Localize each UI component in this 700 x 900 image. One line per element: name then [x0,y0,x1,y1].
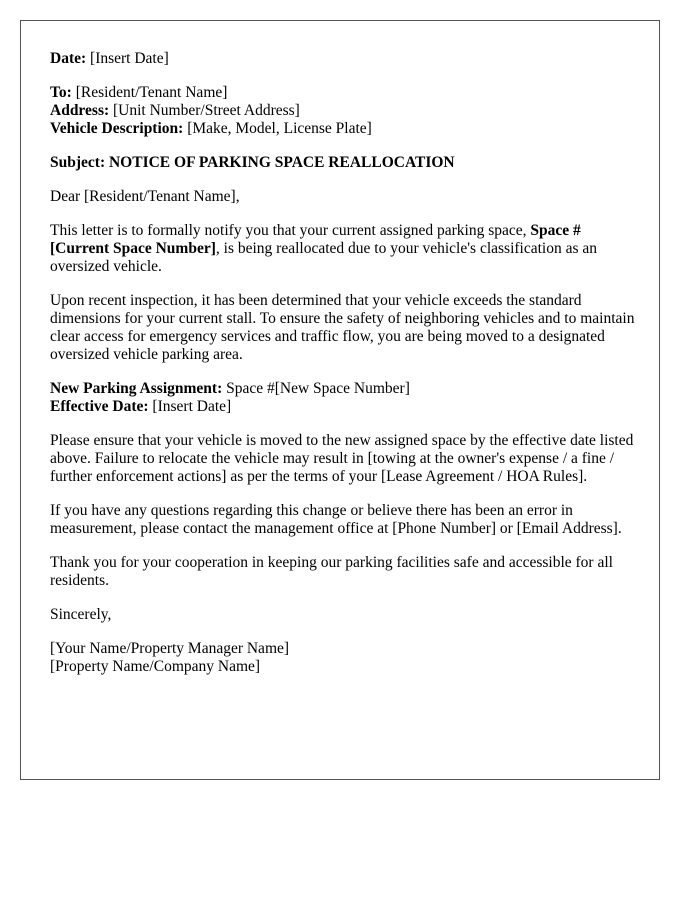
signature-block [50,640,640,676]
paragraph-notification-start: This letter is to formally notify you that your current assigned parking space, [50,222,531,239]
subject-block [50,154,640,172]
closing: Sincerely, [50,606,112,623]
effective-date-value: [Insert Date] [152,398,232,415]
signature-company: [Property Name/Company Name] [50,658,261,675]
to-label: To: [50,84,72,101]
date-block [50,50,640,68]
recipient-block [50,84,640,138]
paragraph-questions: If you have any questions regarding this change or believe there has been an error in measurement, please contact the management office at [Phone Number] or [Email Address]. [50,502,622,537]
salutation: Dear [Resident/Tenant Name], [50,188,240,205]
vehicle-line [50,120,640,138]
to-line [50,84,640,102]
paragraph-notification-end: , is being reallocated due to your vehicle's classification as an oversized vehicle. [50,240,598,275]
effective-date-line [50,398,640,416]
date-value: [Insert Date] [90,50,169,67]
new-assignment-label: New Parking Assignment: [50,380,223,397]
signature-name: [Your Name/Property Manager Name] [50,640,290,657]
paragraph-thanks: Thank you for your cooperation in keeping our parking facilities safe and accessible for all residents. [50,554,613,589]
vehicle-value: [Make, Model, License Plate] [187,120,372,137]
paragraph-inspection: Upon recent inspection, it has been determined that your vehicle exceeds the standard dimensions for your current stall. To ensure the safety of neighboring vehicles and to maintain clear access for emergency services and traffic flow, you are being moved to a designated oversized vehicle parking area. [50,292,635,363]
address-value: [Unit Number/Street Address] [113,102,300,119]
paragraph-notification [50,222,640,276]
current-space-number: Space # [Current Space Number] [50,222,581,257]
vehicle-label: Vehicle Description: [50,120,184,137]
letter-frame [20,20,660,780]
new-assignment-value: Space #[New Space Number] [226,380,410,397]
subject-value: NOTICE OF PARKING SPACE REALLOCATION [108,154,455,171]
letter-body [50,50,640,692]
address-label: Address: [50,102,110,119]
assignment-block [50,380,640,416]
effective-date-label: Effective Date: [50,398,149,415]
to-value: [Resident/Tenant Name] [75,84,228,101]
paragraph-relocation: Please ensure that your vehicle is moved to the new assigned space by the effective date listed above. Failure to relocate the vehicle may result in [towing at the owner's expense / a fine / further enforcement actions] as per the terms of your [Lease Agreement / HOA Rules]. [50,432,634,485]
date-label: Date: [50,50,87,67]
date-line [50,50,640,68]
address-line [50,102,640,120]
new-assignment-line [50,380,640,398]
subject-label: Subject: [50,154,106,171]
